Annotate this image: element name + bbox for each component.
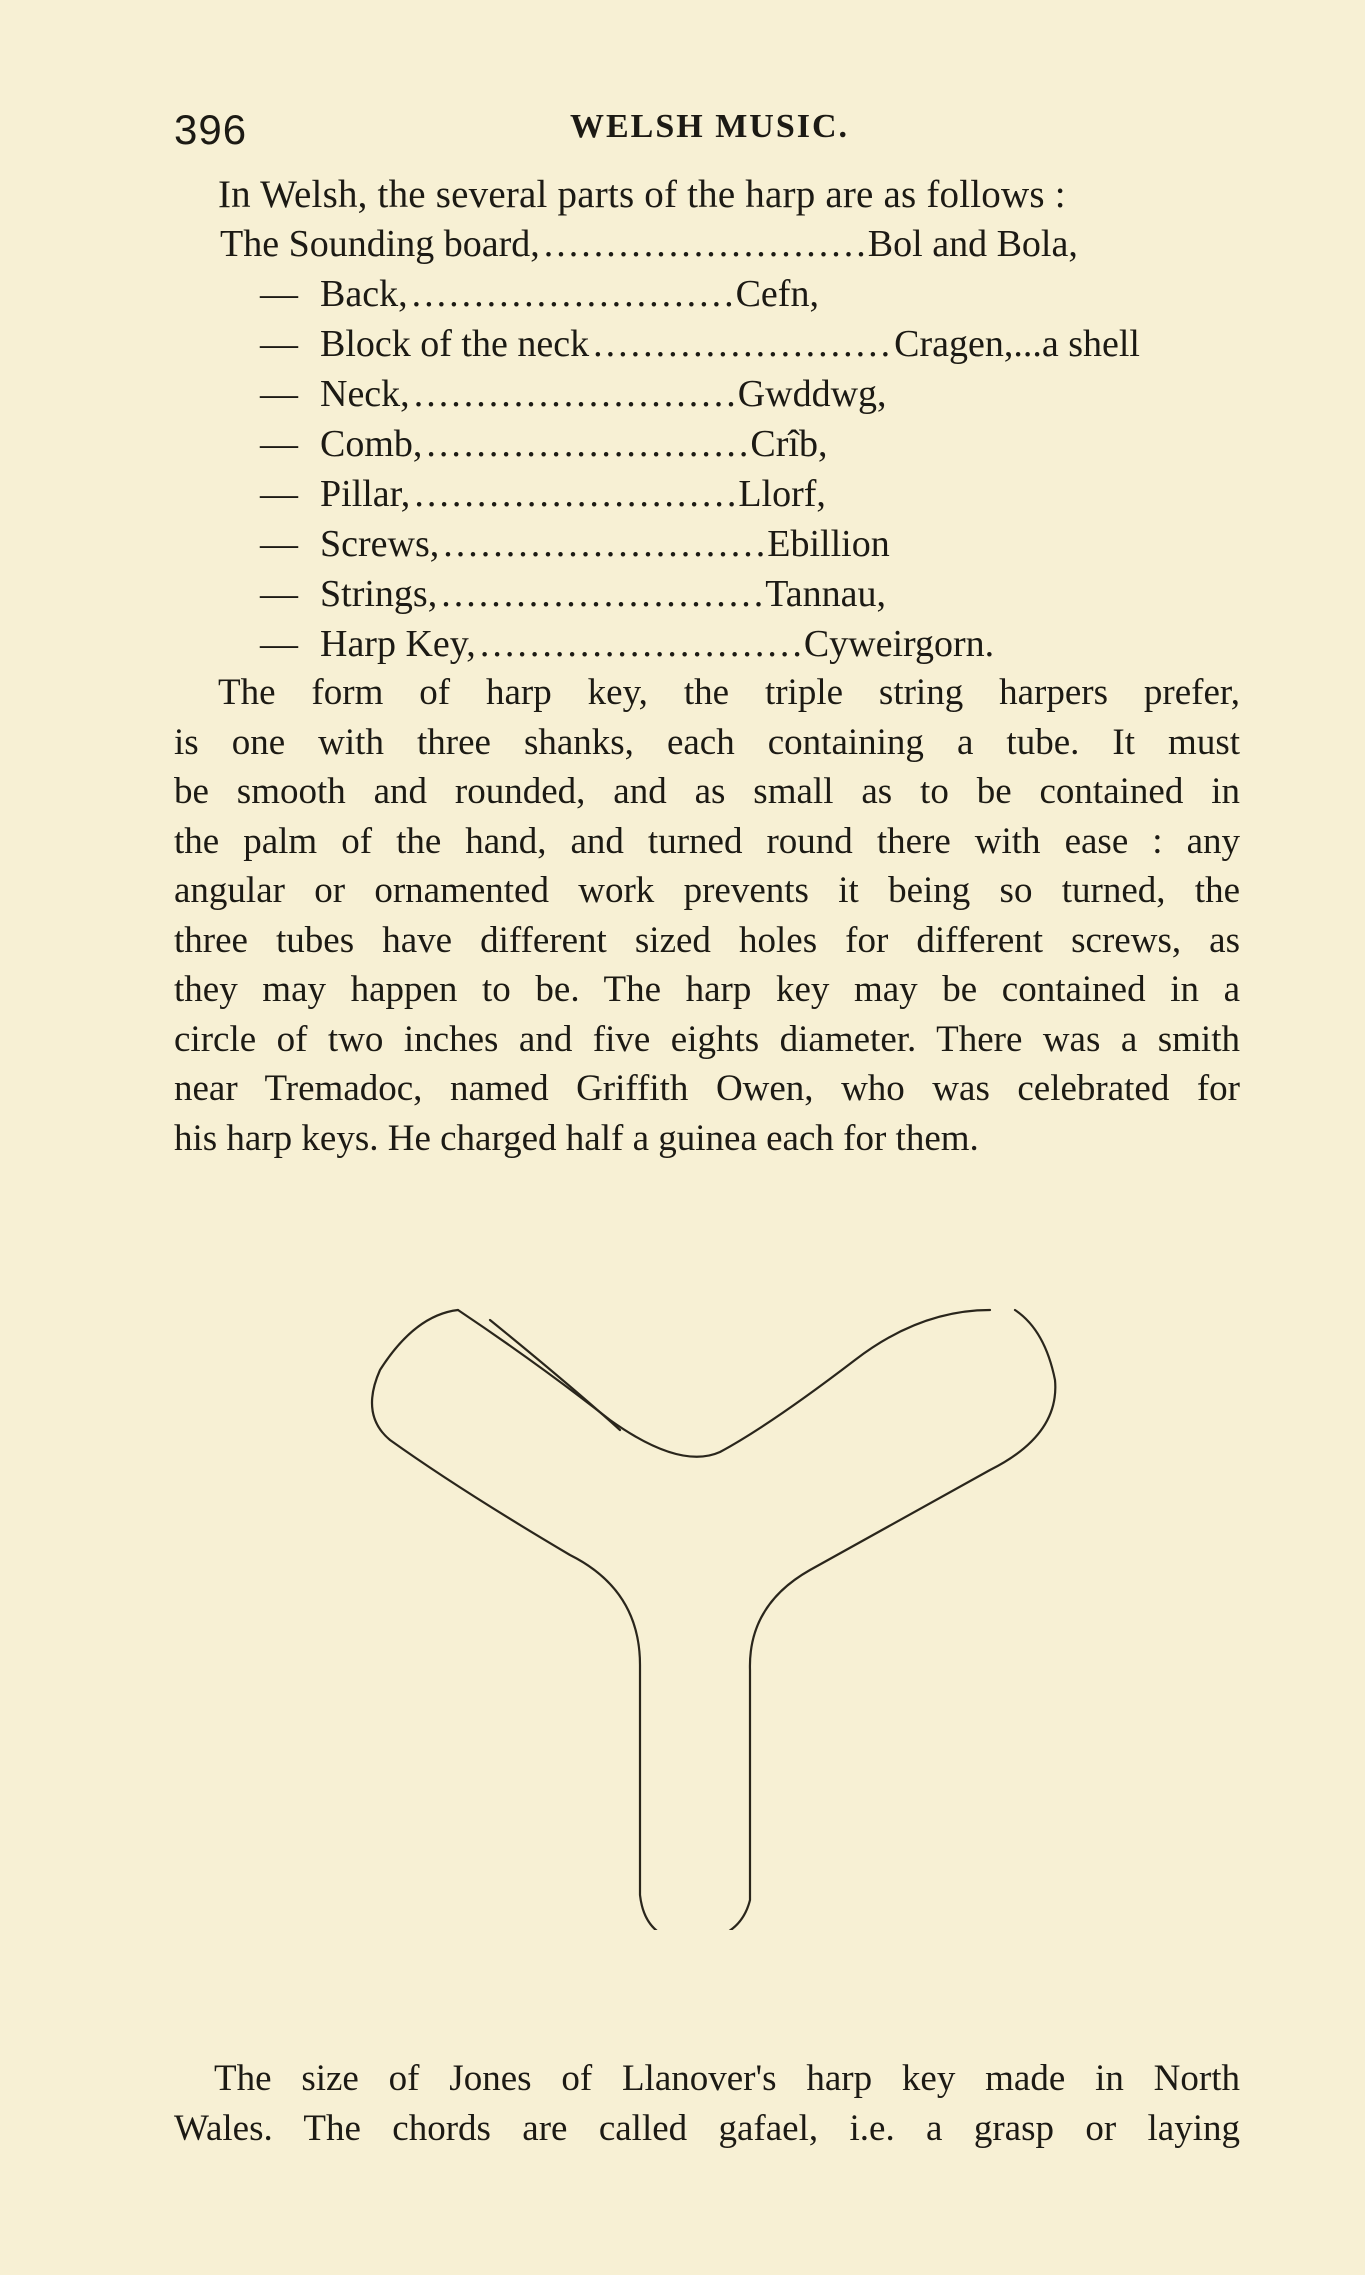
part-welsh: Bol and Bola, xyxy=(867,223,1078,265)
dot-leader xyxy=(593,322,890,366)
figure-caption xyxy=(174,2054,1240,2154)
dot-leader xyxy=(412,272,732,316)
paragraph-line: be smooth and rounded, and as small as to be contained in xyxy=(174,771,1240,812)
part-welsh: Tannau, xyxy=(765,573,886,615)
harp-key-illustration xyxy=(340,1290,1090,1930)
harp-part-row xyxy=(260,572,1140,622)
dot-leader xyxy=(426,422,746,466)
part-english: Back, xyxy=(320,273,408,315)
part-welsh: Cyweirgorn. xyxy=(803,623,995,665)
harp-part-row xyxy=(260,272,1140,322)
intro-line: In Welsh, the several parts of the harp are as follows : xyxy=(218,173,1066,216)
part-english: Screws, xyxy=(320,523,440,565)
paragraph-line: they may happen to be. The harp key may be contained in a xyxy=(174,969,1240,1010)
paragraph-line: his harp keys. He charged half a guinea each for them. xyxy=(174,1117,979,1159)
caption-line: Wales. The chords are called gafael, i.e. a grasp or laying xyxy=(174,2108,1240,2149)
part-dash: — xyxy=(260,423,298,465)
harp-part-row xyxy=(220,222,1140,272)
paragraph-line: The form of harp key, the triple string harpers prefer, xyxy=(218,672,1240,713)
dot-leader xyxy=(414,372,734,416)
caption-line: The size of Jones of Llanover's harp key made in North xyxy=(214,2058,1240,2099)
harp-parts-table xyxy=(220,222,1140,672)
dot-leader xyxy=(441,572,761,616)
paragraph-line: the palm of the hand, and turned round there with ease : any xyxy=(174,820,1240,862)
paragraph-line: three tubes have different sized holes for different screws, as xyxy=(174,919,1240,961)
part-dash: — xyxy=(260,623,298,665)
harp-part-row xyxy=(260,372,1140,422)
part-welsh: Ebillion xyxy=(767,523,890,565)
harp-key-outline xyxy=(372,1310,1055,1930)
paragraph-line: is one with three shanks, each containing a tube. It must xyxy=(174,721,1240,763)
dot-leader xyxy=(544,222,864,266)
part-welsh: Llorf, xyxy=(738,473,826,515)
page-number: 396 xyxy=(174,106,248,153)
part-welsh: Cragen,...a shell xyxy=(894,323,1140,365)
dot-leader xyxy=(480,622,800,666)
part-dash: — xyxy=(260,373,298,415)
part-english: Strings, xyxy=(320,573,438,615)
part-english: Neck, xyxy=(320,373,410,415)
part-welsh: Gwddwg, xyxy=(737,373,887,415)
harp-part-row xyxy=(260,522,1140,572)
harp-part-row xyxy=(260,422,1140,472)
harp-key-paragraph xyxy=(174,668,1240,1163)
part-english: Harp Key, xyxy=(320,623,476,665)
paragraph-line: angular or ornamented work prevents it being so turned, the xyxy=(174,870,1240,911)
part-dash: — xyxy=(260,273,298,315)
part-english: Pillar, xyxy=(320,473,411,515)
harp-part-row xyxy=(260,322,1140,372)
dot-leader xyxy=(443,522,763,566)
paragraph-line: circle of two inches and five eights diameter. There was a smith xyxy=(174,1018,1240,1060)
part-english: The Sounding board, xyxy=(220,223,540,265)
paragraph-line: near Tremadoc, named Griffith Owen, who was celebrated for xyxy=(174,1068,1240,1109)
part-dash: — xyxy=(260,573,298,615)
part-dash: — xyxy=(260,323,298,365)
part-english: Block of the neck xyxy=(320,323,590,365)
dot-leader xyxy=(414,472,734,516)
harp-part-row xyxy=(260,472,1140,522)
running-head: WELSH MUSIC. xyxy=(570,108,850,145)
part-dash: — xyxy=(260,523,298,565)
part-english: Comb, xyxy=(320,423,423,465)
part-dash: — xyxy=(260,473,298,515)
part-welsh: Crîb, xyxy=(750,423,828,465)
part-welsh: Cefn, xyxy=(735,273,819,315)
harp-part-row xyxy=(260,622,1140,672)
